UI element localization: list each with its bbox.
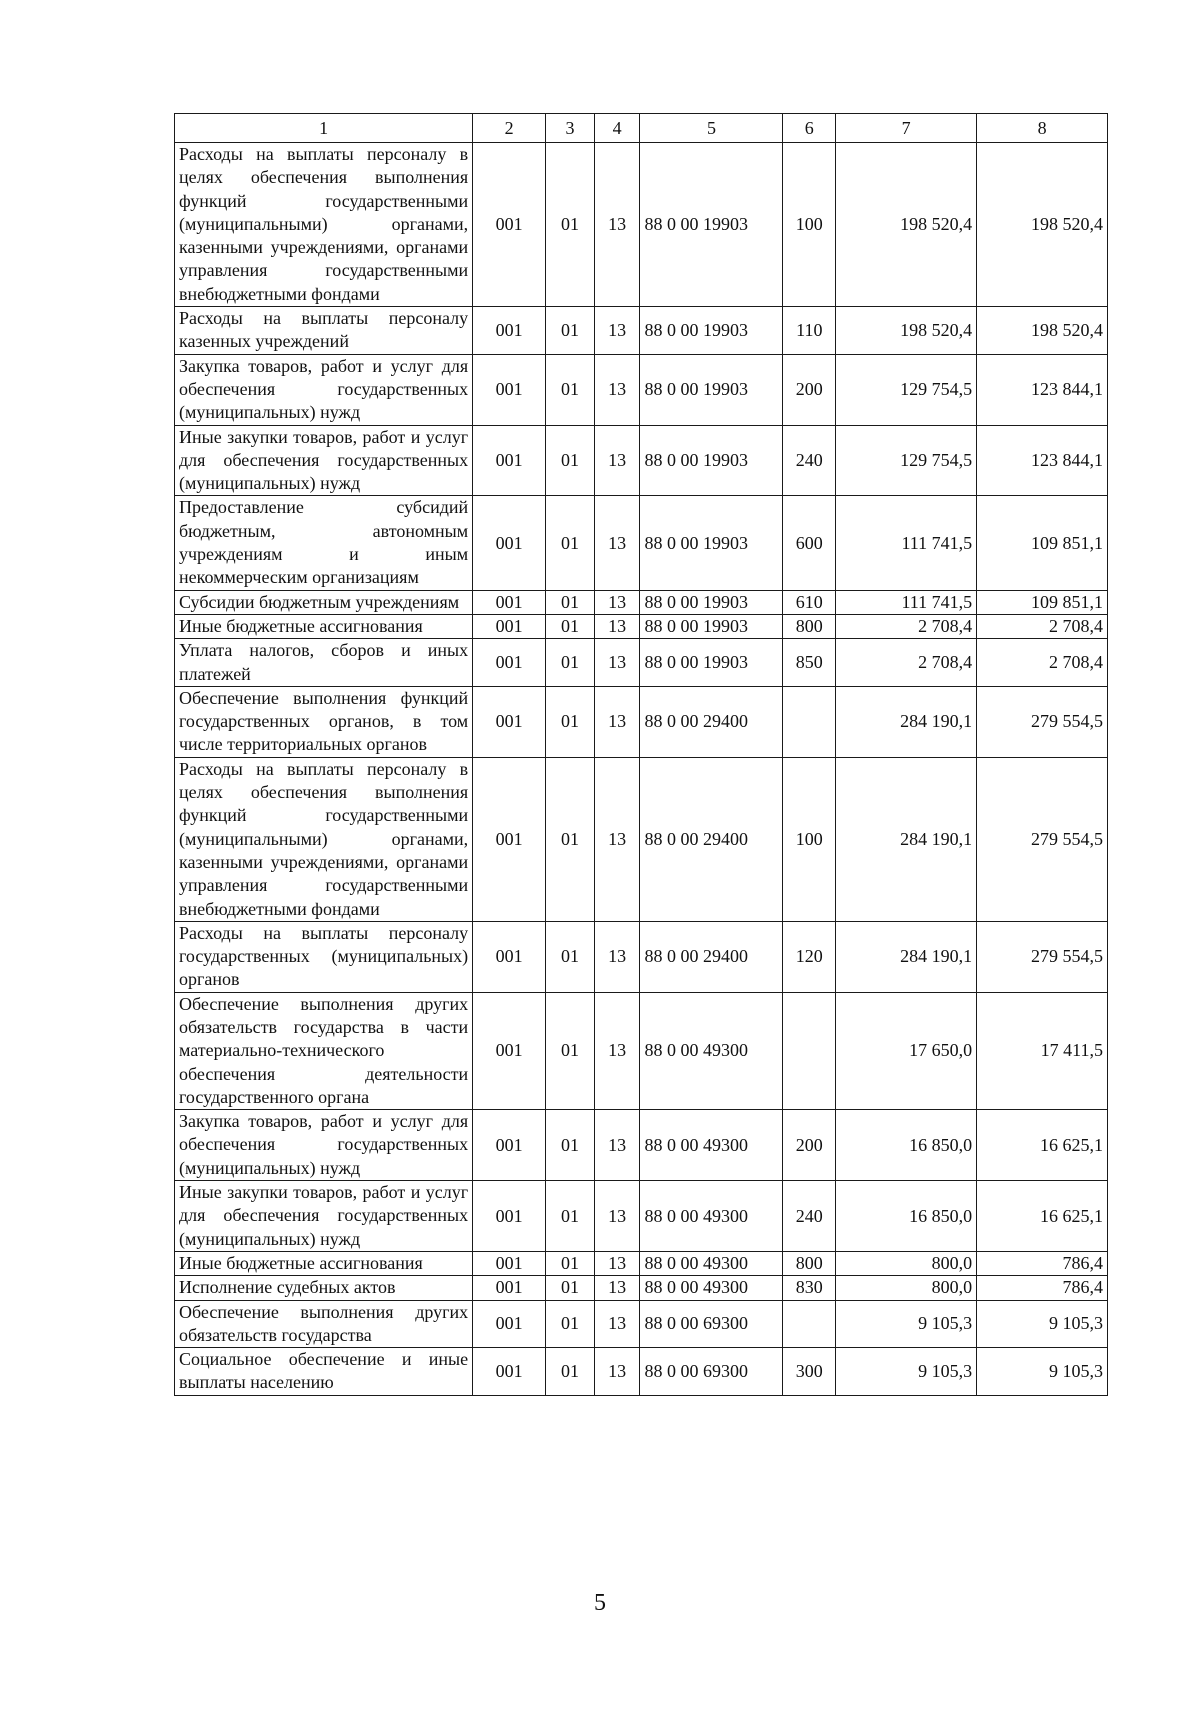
target-article-cell: 88 0 00 19903 [640, 614, 783, 638]
section-code-cell: 01 [546, 1300, 595, 1348]
expense-type-cell [783, 686, 836, 757]
target-article-cell: 88 0 00 29400 [640, 921, 783, 992]
expense-type-cell: 800 [783, 614, 836, 638]
planned-amount-cell: 284 190,1 [836, 921, 977, 992]
column-header: 2 [473, 114, 546, 143]
executed-amount-cell: 786,4 [977, 1276, 1108, 1300]
planned-amount-cell: 111 741,5 [836, 590, 977, 614]
table-row [175, 1181, 1108, 1252]
target-article-cell: 88 0 00 19903 [640, 354, 783, 425]
expense-name-cell: Закупка товаров, работ и услуг для обеспечения государственных (муниципальных) нужд [175, 1110, 473, 1181]
column-header: 7 [836, 114, 977, 143]
section-code-cell: 01 [546, 921, 595, 992]
section-code-cell: 01 [546, 307, 595, 355]
ministry-code-cell: 001 [473, 1276, 546, 1300]
expense-name-cell: Иные закупки товаров, работ и услуг для обеспечения государственных (муниципальных) нужд [175, 425, 473, 496]
expense-name-cell: Иные закупки товаров, работ и услуг для обеспечения государственных (муниципальных) нужд [175, 1181, 473, 1252]
section-code-cell: 01 [546, 614, 595, 638]
table-row [175, 496, 1108, 590]
expense-type-cell: 600 [783, 496, 836, 590]
target-article-cell: 88 0 00 49300 [640, 1181, 783, 1252]
planned-amount-cell: 9 105,3 [836, 1300, 977, 1348]
page-number: 5 [594, 1590, 606, 1616]
executed-amount-cell: 16 625,1 [977, 1110, 1108, 1181]
ministry-code-cell: 001 [473, 307, 546, 355]
planned-amount-cell: 2 708,4 [836, 614, 977, 638]
expense-type-cell: 200 [783, 1110, 836, 1181]
executed-amount-cell: 16 625,1 [977, 1181, 1108, 1252]
planned-amount-cell: 17 650,0 [836, 992, 977, 1109]
expense-type-cell: 240 [783, 1181, 836, 1252]
column-header: 8 [977, 114, 1108, 143]
expense-type-cell [783, 1300, 836, 1348]
executed-amount-cell: 279 554,5 [977, 686, 1108, 757]
executed-amount-cell: 2 708,4 [977, 639, 1108, 687]
expense-name-cell: Расходы на выплаты персоналу казенных учреждений [175, 307, 473, 355]
ministry-code-cell: 001 [473, 992, 546, 1109]
table-row [175, 757, 1108, 921]
executed-amount-cell: 9 105,3 [977, 1300, 1108, 1348]
table-row [175, 1276, 1108, 1300]
target-article-cell: 88 0 00 19903 [640, 639, 783, 687]
expense-type-cell: 800 [783, 1251, 836, 1275]
table-row [175, 425, 1108, 496]
target-article-cell: 88 0 00 19903 [640, 307, 783, 355]
expense-type-cell: 200 [783, 354, 836, 425]
section-code-cell: 01 [546, 1348, 595, 1396]
expense-name-cell: Исполнение судебных актов [175, 1276, 473, 1300]
ministry-code-cell: 001 [473, 1181, 546, 1252]
table-row [175, 1348, 1108, 1396]
planned-amount-cell: 198 520,4 [836, 143, 977, 307]
planned-amount-cell: 284 190,1 [836, 757, 977, 921]
table-row [175, 143, 1108, 307]
ministry-code-cell: 001 [473, 921, 546, 992]
expense-name-cell: Расходы на выплаты персоналу в целях обеспечения выполнения функций государственными (муниципальными) органами, казенными учреждениями, органами управления государственными внебюджетными фондами [175, 143, 473, 307]
expense-type-cell: 100 [783, 143, 836, 307]
expense-type-cell: 830 [783, 1276, 836, 1300]
table-row [175, 614, 1108, 638]
ministry-code-cell: 001 [473, 1251, 546, 1275]
ministry-code-cell: 001 [473, 425, 546, 496]
subsection-code-cell: 13 [594, 1276, 640, 1300]
target-article-cell: 88 0 00 69300 [640, 1300, 783, 1348]
expense-type-cell: 100 [783, 757, 836, 921]
section-code-cell: 01 [546, 590, 595, 614]
ministry-code-cell: 001 [473, 1110, 546, 1181]
section-code-cell: 01 [546, 1181, 595, 1252]
executed-amount-cell: 198 520,4 [977, 307, 1108, 355]
expense-name-cell: Предоставление субсидий бюджетным, автономным учреждениям и иным некоммерческим организациям [175, 496, 473, 590]
section-code-cell: 01 [546, 757, 595, 921]
expense-name-cell: Обеспечение выполнения других обязательств государства в части материально-технического обеспечения деятельности государственного органа [175, 992, 473, 1109]
ministry-code-cell: 001 [473, 757, 546, 921]
section-code-cell: 01 [546, 354, 595, 425]
target-article-cell: 88 0 00 49300 [640, 992, 783, 1109]
table-row [175, 992, 1108, 1109]
target-article-cell: 88 0 00 49300 [640, 1110, 783, 1181]
table-row [175, 590, 1108, 614]
expense-type-cell: 300 [783, 1348, 836, 1396]
ministry-code-cell: 001 [473, 143, 546, 307]
executed-amount-cell: 279 554,5 [977, 757, 1108, 921]
table-row [175, 639, 1108, 687]
executed-amount-cell: 786,4 [977, 1251, 1108, 1275]
section-code-cell: 01 [546, 1251, 595, 1275]
target-article-cell: 88 0 00 19903 [640, 143, 783, 307]
subsection-code-cell: 13 [594, 354, 640, 425]
target-article-cell: 88 0 00 69300 [640, 1348, 783, 1396]
expense-type-cell: 610 [783, 590, 836, 614]
planned-amount-cell: 800,0 [836, 1251, 977, 1275]
subsection-code-cell: 13 [594, 1348, 640, 1396]
target-article-cell: 88 0 00 19903 [640, 590, 783, 614]
section-code-cell: 01 [546, 425, 595, 496]
expense-name-cell: Расходы на выплаты персоналу государственных (муниципальных) органов [175, 921, 473, 992]
section-code-cell: 01 [546, 686, 595, 757]
table-header-row [175, 114, 1108, 143]
expense-type-cell: 240 [783, 425, 836, 496]
table-row [175, 1300, 1108, 1348]
executed-amount-cell: 109 851,1 [977, 496, 1108, 590]
expense-type-cell: 120 [783, 921, 836, 992]
ministry-code-cell: 001 [473, 639, 546, 687]
subsection-code-cell: 13 [594, 757, 640, 921]
executed-amount-cell: 279 554,5 [977, 921, 1108, 992]
column-header: 4 [594, 114, 640, 143]
subsection-code-cell: 13 [594, 1181, 640, 1252]
planned-amount-cell: 16 850,0 [836, 1110, 977, 1181]
subsection-code-cell: 13 [594, 496, 640, 590]
expense-name-cell: Иные бюджетные ассигнования [175, 614, 473, 638]
table-row [175, 1110, 1108, 1181]
expense-name-cell: Иные бюджетные ассигнования [175, 1251, 473, 1275]
subsection-code-cell: 13 [594, 590, 640, 614]
column-header: 6 [783, 114, 836, 143]
column-header: 5 [640, 114, 783, 143]
section-code-cell: 01 [546, 639, 595, 687]
subsection-code-cell: 13 [594, 1251, 640, 1275]
table-row [175, 686, 1108, 757]
target-article-cell: 88 0 00 29400 [640, 757, 783, 921]
target-article-cell: 88 0 00 19903 [640, 425, 783, 496]
ministry-code-cell: 001 [473, 1348, 546, 1396]
subsection-code-cell: 13 [594, 425, 640, 496]
subsection-code-cell: 13 [594, 307, 640, 355]
target-article-cell: 88 0 00 19903 [640, 496, 783, 590]
executed-amount-cell: 109 851,1 [977, 590, 1108, 614]
table-row [175, 354, 1108, 425]
section-code-cell: 01 [546, 496, 595, 590]
section-code-cell: 01 [546, 1110, 595, 1181]
ministry-code-cell: 001 [473, 590, 546, 614]
subsection-code-cell: 13 [594, 686, 640, 757]
expense-name-cell: Расходы на выплаты персоналу в целях обеспечения выполнения функций государственными (муниципальными) органами, казенными учреждениями, органами управления государственными внебюджетными фондами [175, 757, 473, 921]
executed-amount-cell: 2 708,4 [977, 614, 1108, 638]
ministry-code-cell: 001 [473, 686, 546, 757]
column-header: 3 [546, 114, 595, 143]
ministry-code-cell: 001 [473, 496, 546, 590]
planned-amount-cell: 198 520,4 [836, 307, 977, 355]
section-code-cell: 01 [546, 992, 595, 1109]
ministry-code-cell: 001 [473, 1300, 546, 1348]
target-article-cell: 88 0 00 49300 [640, 1251, 783, 1275]
planned-amount-cell: 16 850,0 [836, 1181, 977, 1252]
ministry-code-cell: 001 [473, 354, 546, 425]
budget-table [174, 113, 1108, 1396]
planned-amount-cell: 9 105,3 [836, 1348, 977, 1396]
expense-name-cell: Социальное обеспечение и иные выплаты населению [175, 1348, 473, 1396]
subsection-code-cell: 13 [594, 992, 640, 1109]
executed-amount-cell: 123 844,1 [977, 354, 1108, 425]
subsection-code-cell: 13 [594, 921, 640, 992]
section-code-cell: 01 [546, 143, 595, 307]
table-row [175, 921, 1108, 992]
column-header: 1 [175, 114, 473, 143]
executed-amount-cell: 9 105,3 [977, 1348, 1108, 1396]
ministry-code-cell: 001 [473, 614, 546, 638]
subsection-code-cell: 13 [594, 1110, 640, 1181]
planned-amount-cell: 284 190,1 [836, 686, 977, 757]
section-code-cell: 01 [546, 1276, 595, 1300]
executed-amount-cell: 17 411,5 [977, 992, 1108, 1109]
planned-amount-cell: 129 754,5 [836, 425, 977, 496]
subsection-code-cell: 13 [594, 614, 640, 638]
target-article-cell: 88 0 00 49300 [640, 1276, 783, 1300]
expense-type-cell: 110 [783, 307, 836, 355]
planned-amount-cell: 2 708,4 [836, 639, 977, 687]
table-row [175, 307, 1108, 355]
expense-name-cell: Обеспечение выполнения других обязательств государства [175, 1300, 473, 1348]
planned-amount-cell: 129 754,5 [836, 354, 977, 425]
planned-amount-cell: 800,0 [836, 1276, 977, 1300]
expense-name-cell: Обеспечение выполнения функций государственных органов, в том числе территориальных органов [175, 686, 473, 757]
expense-type-cell [783, 992, 836, 1109]
subsection-code-cell: 13 [594, 639, 640, 687]
table-body [175, 143, 1108, 1396]
subsection-code-cell: 13 [594, 143, 640, 307]
table-row [175, 1251, 1108, 1275]
expense-name-cell: Уплата налогов, сборов и иных платежей [175, 639, 473, 687]
expense-name-cell: Закупка товаров, работ и услуг для обеспечения государственных (муниципальных) нужд [175, 354, 473, 425]
executed-amount-cell: 123 844,1 [977, 425, 1108, 496]
subsection-code-cell: 13 [594, 1300, 640, 1348]
expense-type-cell: 850 [783, 639, 836, 687]
planned-amount-cell: 111 741,5 [836, 496, 977, 590]
target-article-cell: 88 0 00 29400 [640, 686, 783, 757]
executed-amount-cell: 198 520,4 [977, 143, 1108, 307]
expense-name-cell: Субсидии бюджетным учреждениям [175, 590, 473, 614]
